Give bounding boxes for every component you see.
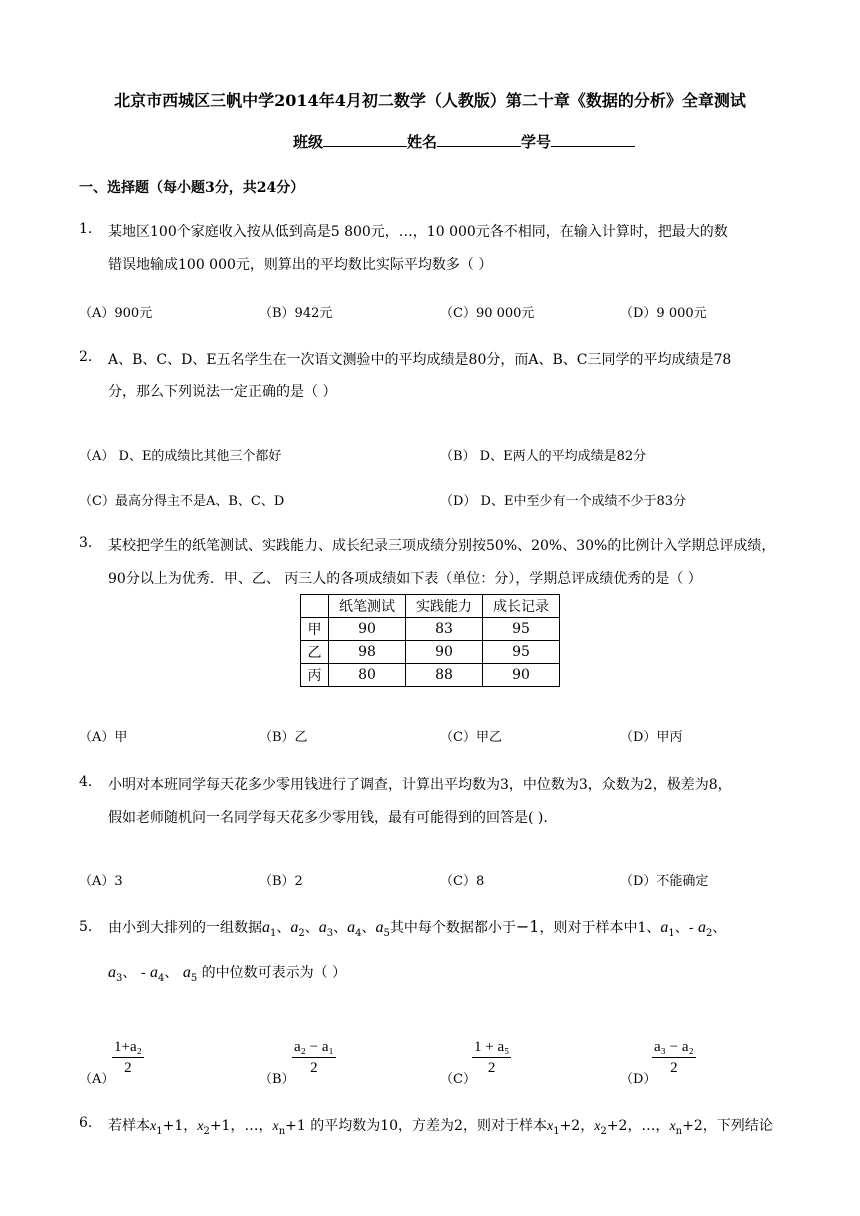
name-label: 姓名	[407, 133, 438, 151]
q1-option-a[interactable]: （A）900元	[79, 306, 153, 321]
q1-text-line1: 某地区100个家庭收入按从低到高是5 800元，…，10 000元各不相同，在输入计算时，把最大的数	[108, 224, 728, 240]
table-header-cell	[301, 595, 329, 618]
q4-text-line1: 小明对本班同学每天花多少零用钱进行了调查，计算出平均数为3，中位数为3，众数为2，极差为8，	[108, 777, 732, 793]
q1-option-c[interactable]: （C）90 000元	[440, 306, 535, 321]
table-cell: 88	[406, 664, 483, 687]
table-header-row	[301, 595, 560, 618]
q4-option-d[interactable]: （D）不能确定	[620, 874, 709, 889]
class-blank[interactable]	[323, 132, 407, 147]
q3-option-d[interactable]: （D）甲丙	[620, 730, 683, 745]
q4-number: 4.	[79, 774, 93, 790]
table-cell: 80	[329, 664, 406, 687]
q4-text-line2: 假如老师随机问一名同学每天花多少零用钱，最有可能得到的回答是( ).	[108, 810, 548, 826]
table-cell: 丙	[301, 664, 329, 687]
table-cell: 乙	[301, 641, 329, 664]
q6-number: 6.	[79, 1115, 93, 1131]
q3-text-line1: 某校把学生的纸笔测试、实践能力、成长纪录三项成绩分别按50%、20%、30%的比例计入学期总评成绩，	[108, 538, 776, 554]
table-cell: 98	[329, 641, 406, 664]
q6-text-line1: 若样本$x_1+1$，$x_2+1$，…，$x_n+1$ 的平均数为10，方差为2，则对于样本$x_1+2$，$x_2+2$，…，$x_n+2$，下列结论	[108, 1118, 773, 1137]
q4-option-b[interactable]: （B）2	[259, 874, 303, 889]
q5-option-c[interactable]: （C）	[440, 1072, 476, 1087]
table-cell: 甲	[301, 618, 329, 641]
q5-option-d-fraction: $\frac{\text{a₃ − a₂}}{2}$	[654, 1039, 694, 1076]
q4-option-c[interactable]: （C）8	[440, 874, 485, 889]
q5-number: 5.	[79, 919, 93, 935]
table-cell: 90	[406, 641, 483, 664]
q5-option-d[interactable]: （D）	[620, 1072, 657, 1087]
q2-option-b[interactable]: （B） D、E两人的平均成绩是82分	[440, 449, 647, 464]
q5-option-b-fraction: $\frac{\text{a₂ − a₁}}{2}$	[294, 1039, 334, 1076]
id-blank[interactable]	[551, 132, 635, 147]
q2-text-line2: 分，那么下列说法一定正确的是（ ）	[108, 384, 337, 400]
name-blank[interactable]	[437, 132, 521, 147]
table-row	[301, 664, 560, 687]
q1-option-d[interactable]: （D）9 000元	[620, 306, 707, 321]
table-row	[301, 618, 560, 641]
score-table	[300, 594, 560, 687]
class-label: 班级	[293, 133, 324, 151]
table-header-cell: 成长记录	[483, 595, 560, 618]
table-cell: 95	[483, 641, 560, 664]
q5-text-line1: 由小到大排列的一组数据$a_1$、$a_2$、$a_3$、$a_4$、$a_5$其中每个数据都小于−1，则对于样本中1、$a_1$、- $a_2$、	[108, 917, 727, 939]
table-cell: 90	[483, 664, 560, 687]
q2-option-d[interactable]: （D） D、E中至少有一个成绩不少于83分	[440, 494, 687, 509]
q3-option-a[interactable]: （A）甲	[79, 730, 128, 745]
q1-number: 1.	[79, 221, 93, 237]
q1-option-b[interactable]: （B）942元	[259, 306, 333, 321]
q3-text-line2: 90分以上为优秀．甲、乙、 丙三人的各项成绩如下表（单位：分），学期总评成绩优秀的是（ ）	[108, 571, 702, 587]
q3-number: 3.	[79, 535, 93, 551]
q5-option-a-fraction: $\frac{\text{1+a₂}}{2}$	[114, 1039, 142, 1076]
table-header-cell: 纸笔测试	[329, 595, 406, 618]
q5-option-a[interactable]: （A）	[79, 1072, 115, 1087]
q3-option-c[interactable]: （C）甲乙	[440, 730, 502, 745]
q2-number: 2.	[79, 349, 93, 365]
section-heading: 一、选择题（每小题3分，共24分）	[79, 180, 305, 196]
table-cell: 95	[483, 618, 560, 641]
q5-option-b[interactable]: （B）	[259, 1072, 295, 1087]
q5-text-line2: $a_3$、 - $a_4$、 $a_5$ 的中位数可表示为（ ）	[108, 964, 347, 984]
q2-option-a[interactable]: （A） D、E的成绩比其他三个都好	[79, 449, 282, 464]
q2-option-c[interactable]: （C）最高分得主不是A、B、C、D	[79, 494, 285, 509]
id-label: 学号	[521, 133, 552, 151]
table-cell: 83	[406, 618, 483, 641]
q5-option-c-fraction: $\frac{\text{1 + a₅}}{2}$	[474, 1039, 510, 1076]
q4-option-a[interactable]: （A）3	[79, 874, 123, 889]
q1-text-line2: 错误地输成100 000元，则算出的平均数比实际平均数多（ ）	[108, 257, 493, 273]
table-row	[301, 641, 560, 664]
table-header-cell: 实践能力	[406, 595, 483, 618]
student-info-row	[293, 131, 635, 152]
q2-text-line1: A、B、C、D、E五名学生在一次语文测验中的平均成绩是80分，而A、B、C三同学的平均成绩是78	[108, 352, 732, 368]
page-title: 北京市西城区三帆中学2014年4月初二数学（人教版）第二十章《数据的分析》全章测试	[114, 91, 746, 110]
table-cell: 90	[329, 618, 406, 641]
q3-option-b[interactable]: （B）乙	[259, 730, 308, 745]
